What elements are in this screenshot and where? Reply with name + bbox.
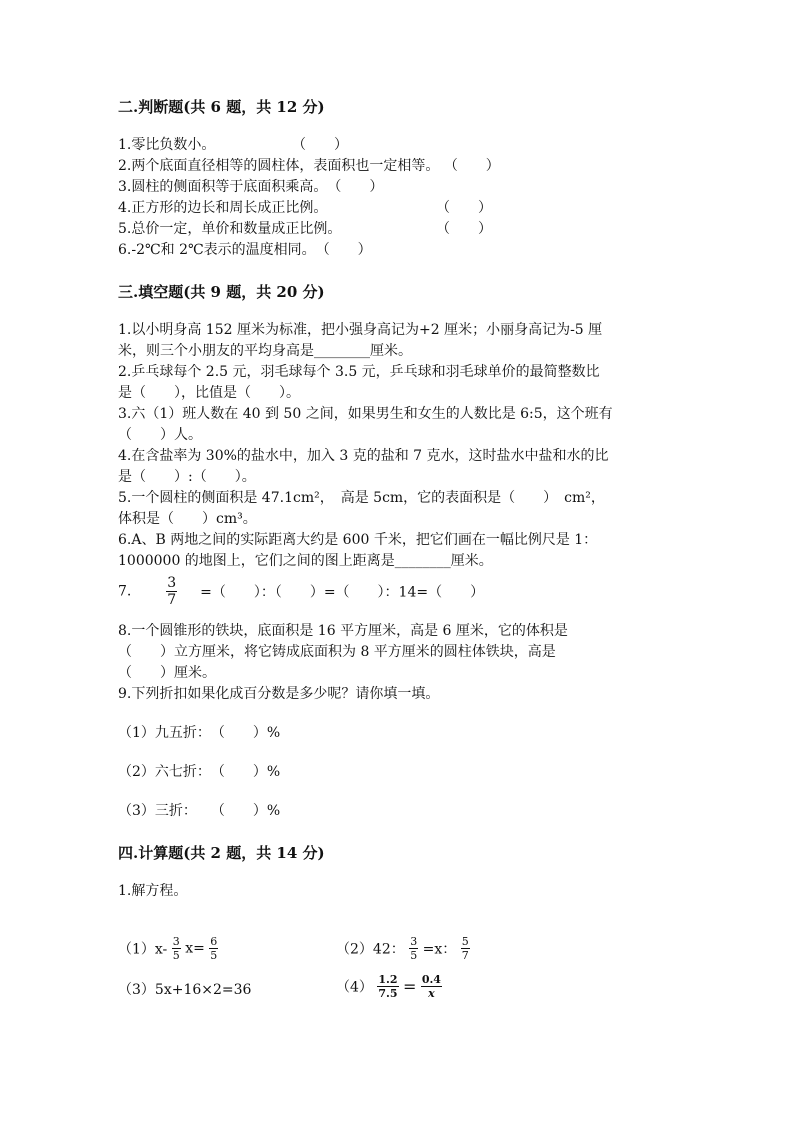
eq4-fraction-a: $\frac{1.2}{7.5}$ bbox=[378, 973, 398, 1000]
s3-q2-line1: 2.乒乓球每个 2.5 元，羽毛球每个 3.5 元，乒乓球和羽毛球单价的最简整数比 bbox=[118, 364, 600, 380]
s3-q2-line2: 是（ ），比值是（ ）。 bbox=[118, 385, 300, 401]
section3-heading: 三.填空题(共 9 题，共 20 分) bbox=[118, 283, 325, 301]
equation-3: （3）5x+16×2=36 bbox=[118, 982, 252, 998]
s3-q9: 9.下列折扣如果化成百分数是多少呢？请你填一填。 bbox=[118, 686, 440, 702]
s3-q8-line3: （ ）厘米。 bbox=[118, 665, 216, 681]
s3-q4-line1: 4.在含盐率为 30%的盐水中，加入 3 克的盐和 7 克水，这时盐水中盐和水的比 bbox=[118, 448, 609, 464]
eq2-fraction-a: $\frac{3}{5}$ bbox=[410, 935, 418, 962]
s3-q5-line1: 5.一个圆柱的侧面积是 47.1cm²， 高是 5cm，它的表面积是（ ） cm²， bbox=[118, 490, 605, 506]
section2-heading: 二.判断题(共 6 题，共 12 分) bbox=[118, 98, 325, 116]
discount-2-blank[interactable]: （ ）% bbox=[217, 764, 281, 780]
eq4-fraction-b: $\frac{0.4}{x}$ bbox=[421, 973, 441, 1000]
s3-q7-rest: =（ ）：（ ）=（ ）：14=（ ） bbox=[200, 584, 485, 601]
s2-paren-5[interactable]: （ ） bbox=[436, 221, 492, 237]
s3-q4-line2: 是（ ）:（ ）。 bbox=[118, 469, 256, 485]
s2-item-2: 2.两个底面直径相等的圆柱体，表面积也一定相等。 （ ） bbox=[118, 158, 500, 174]
equation-1: （1）x- $\frac{3}{5}$ x= $\frac{6}{5}$ bbox=[118, 935, 218, 962]
eq1-fraction-b: $\frac{6}{5}$ bbox=[210, 935, 218, 962]
equation-2: （2）42： $\frac{3}{5}$ =x： $\frac{5}{7}$ bbox=[336, 935, 469, 962]
discount-3: （3）三折： （ ）% bbox=[118, 803, 281, 819]
s3-q6-line2: 1000000 的地图上，它们之间的图上距离是________厘米。 bbox=[118, 553, 493, 569]
discount-1-blank[interactable]: （ ）% bbox=[217, 725, 281, 741]
s3-q3-line2: （ ）人。 bbox=[118, 427, 202, 443]
s2-paren-4[interactable]: （ ） bbox=[436, 200, 492, 216]
s3-q1-line2: 米，则三个小朋友的平均身高是________厘米。 bbox=[118, 343, 412, 359]
s3-q7 bbox=[118, 576, 484, 607]
s4-q1: 1.解方程。 bbox=[118, 883, 188, 899]
s2-item-6: 6.-2℃和 2℃表示的温度相同。 （ ） bbox=[118, 242, 372, 258]
equation-4: （4） $\frac{1.2}{7.5}$ = $\frac{0.4}{x}$ bbox=[336, 973, 441, 1000]
s3-q8-line1: 8.一个圆锥形的铁块，底面积是 16 平方厘米，高是 6 厘米，它的体积是 bbox=[118, 623, 568, 639]
s2-paren-3[interactable]: （ ） bbox=[334, 179, 384, 195]
s2-paren-2[interactable]: （ ） bbox=[443, 158, 500, 174]
s3-q3-line1: 3.六（1）班人数在 40 到 50 之间，如果男生和女生的人数比是 6:5，这个班有 bbox=[118, 406, 613, 422]
eq1-fraction-a: $\frac{3}{5}$ bbox=[172, 935, 180, 962]
s2-item-4: 4.正方形的边长和周长成正比例。 bbox=[118, 200, 328, 216]
discount-2: （2）六七折： （ ）% bbox=[118, 764, 281, 780]
s3-q6-line1: 6.A、B 两地之间的实际距离大约是 600 千米，把它们画在一幅比例尺是 1： bbox=[118, 532, 598, 548]
s2-paren-1[interactable]: （ ） bbox=[292, 137, 348, 153]
s3-q5-line2: 体积是（ ）cm³。 bbox=[118, 511, 257, 527]
discount-1: （1）九五折： （ ）% bbox=[118, 725, 281, 741]
s3-q7-fraction: $\frac{3}{7}$ bbox=[167, 575, 177, 608]
section4-heading: 四.计算题(共 2 题，共 14 分) bbox=[118, 844, 325, 862]
s2-paren-6[interactable]: （ ） bbox=[322, 242, 372, 258]
s3-q1-line1: 1.以小明身高 152 厘米为标准，把小强身高记为+2 厘米；小丽身高记为-5 厘 bbox=[118, 322, 603, 338]
eq2-fraction-b: $\frac{5}{7}$ bbox=[461, 935, 469, 962]
s2-item-1: 1.零比负数小。 bbox=[118, 137, 216, 153]
discount-3-blank[interactable]: （ ）% bbox=[217, 803, 281, 819]
s2-item-3: 3.圆柱的侧面积等于底面积乘高。 （ ） bbox=[118, 179, 384, 195]
s3-q7-label: 7. bbox=[118, 583, 132, 600]
s3-q8-line2: （ ）立方厘米，将它铸成底面积为 8 平方厘米的圆柱体铁块，高是 bbox=[118, 644, 556, 660]
s2-item-5: 5.总价一定，单价和数量成正比例。 bbox=[118, 221, 342, 237]
